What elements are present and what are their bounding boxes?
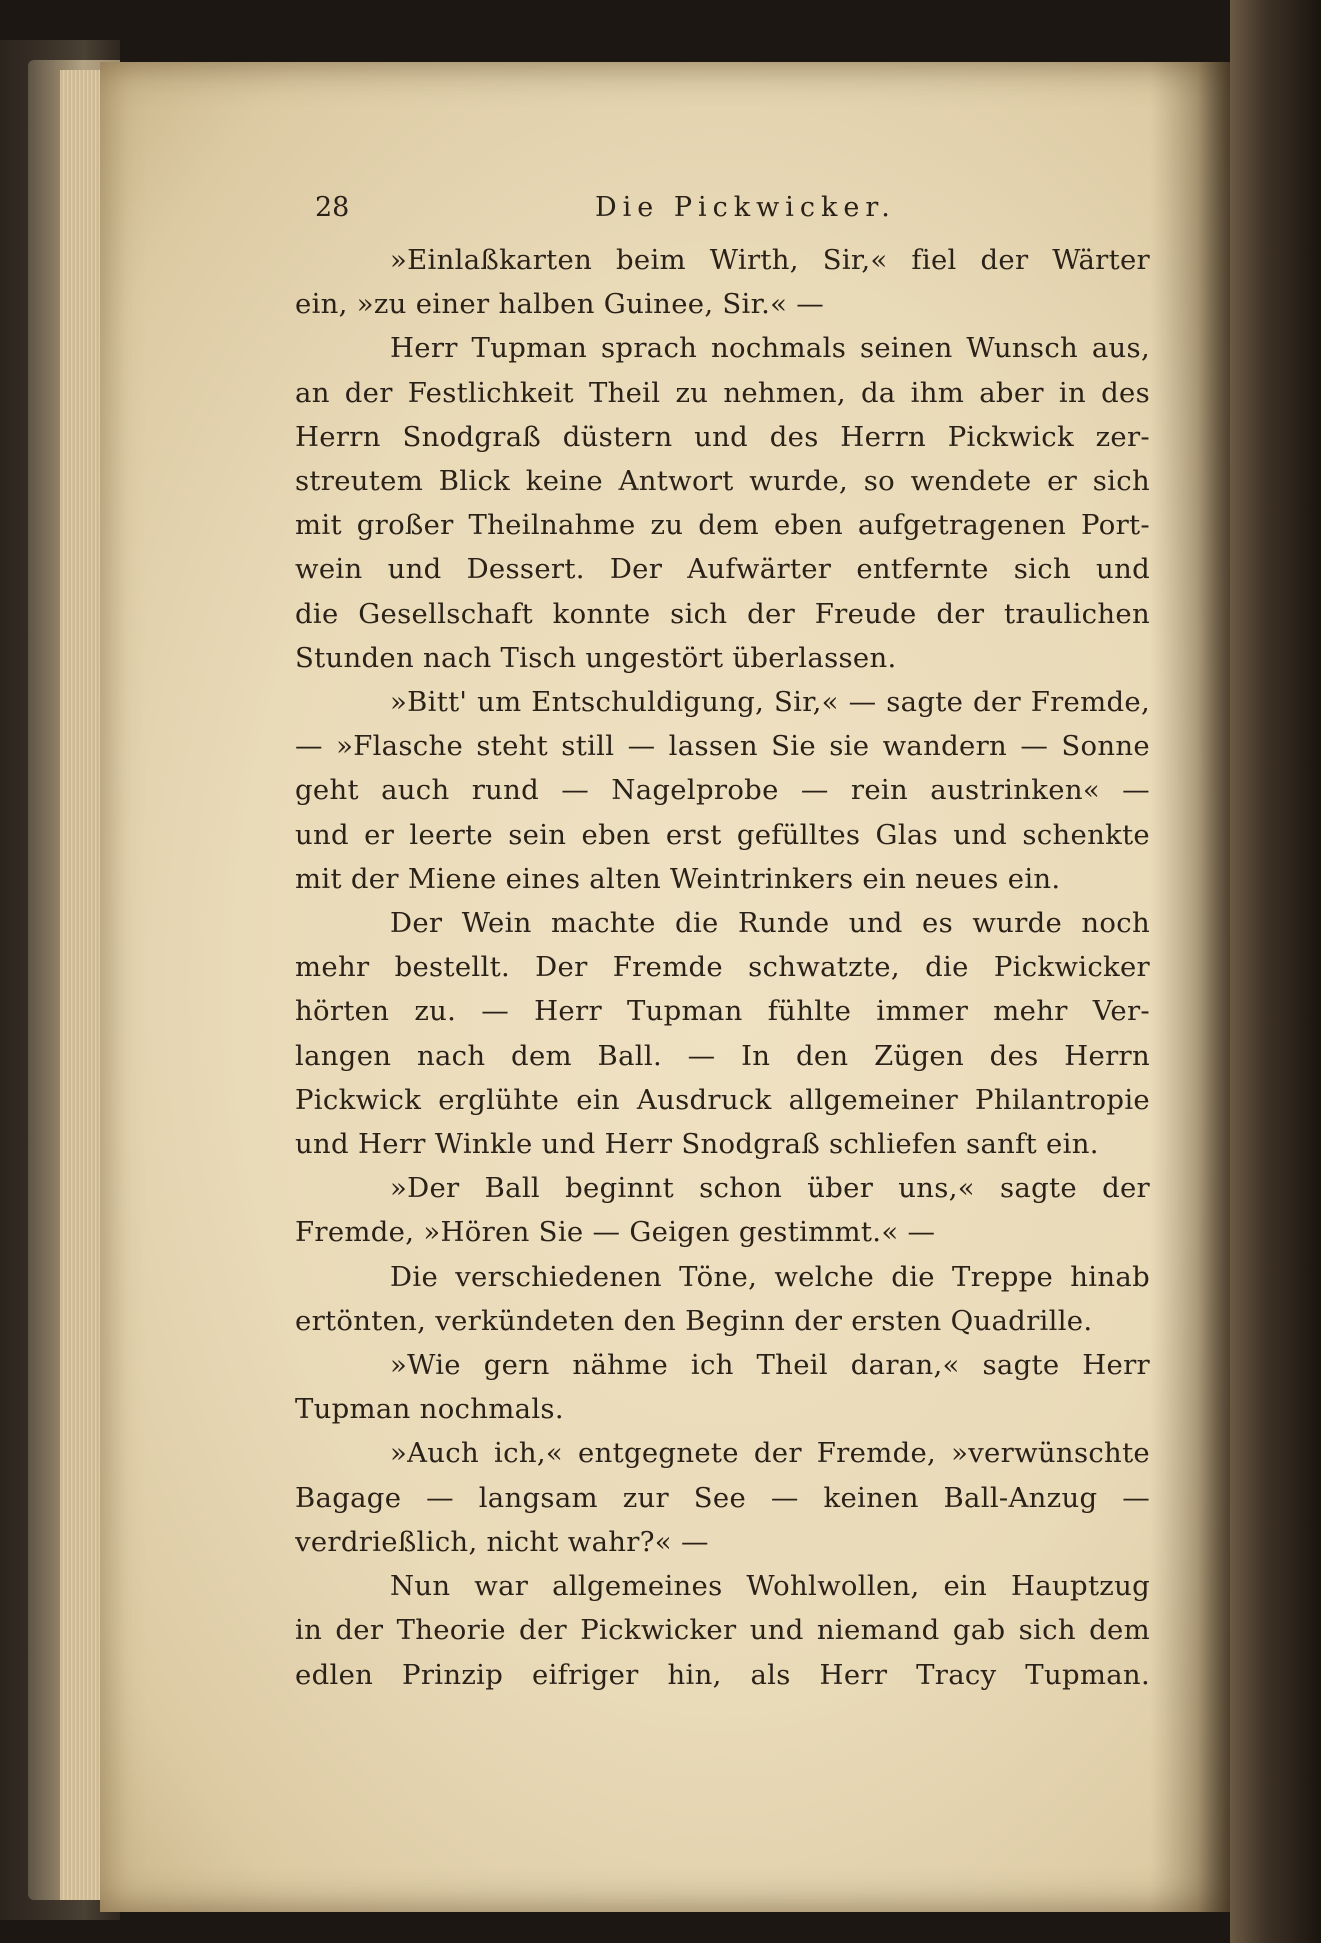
text-line: Bagage — langsam zur See — keinen Ball-Anzug —	[295, 1481, 1150, 1514]
text-line: mehr bestellt. Der Fremde schwatzte, die Pickwicker	[295, 951, 1150, 984]
text-line: und er leerte sein eben erst gefülltes Glas und schenkte	[295, 818, 1150, 851]
text-line: ein, »zu einer halben Guinee, Sir.« —	[295, 288, 825, 321]
text-line: mit großer Theilnahme zu dem eben aufgetragenen Port-	[295, 509, 1150, 542]
text-line: Tupman nochmals.	[295, 1393, 564, 1426]
text-line: verdrießlich, nicht wahr?« —	[295, 1525, 709, 1558]
text-line: Fremde, »Hören Sie — Geigen gestimmt.« —	[295, 1216, 936, 1249]
body-text	[295, 238, 1150, 1697]
text-line: mit der Miene eines alten Weintrinkers ein neues ein.	[295, 862, 1061, 895]
book-spine	[1230, 0, 1321, 1943]
text-line: wein und Dessert. Der Aufwärter entfernte sich und	[295, 553, 1150, 586]
text-line: »Auch ich,« entgegnete der Fremde, »verwünschte	[390, 1437, 1150, 1470]
text-line: ertönten, verkündeten den Beginn der ersten Quadrille.	[295, 1304, 1093, 1337]
text-line: edlen Prinzip eifriger hin, als Herr Tracy Tupman.	[295, 1658, 1150, 1691]
page-number: 28	[315, 192, 350, 223]
text-line: »Der Ball beginnt schon über uns,« sagte der	[390, 1172, 1150, 1205]
text-line: Der Wein machte die Runde und es wurde noch	[390, 907, 1150, 940]
text-line: Pickwick erglühte ein Ausdruck allgemeiner Philantropie	[295, 1083, 1150, 1116]
text-line: — »Flasche steht still — lassen Sie sie wandern — Sonne	[295, 730, 1150, 763]
text-line: Die verschiedenen Töne, welche die Treppe hinab	[390, 1260, 1150, 1293]
text-line: geht auch rund — Nagelprobe — rein austrinken« —	[295, 774, 1150, 807]
text-line: Nun war allgemeines Wohlwollen, ein Hauptzug	[390, 1570, 1150, 1603]
text-line: Herrn Snodgraß düstern und des Herrn Pickwick zer-	[295, 420, 1150, 453]
text-line: an der Festlichkeit Theil zu nehmen, da ihm aber in des	[295, 376, 1150, 409]
text-line: langen nach dem Ball. — In den Zügen des Herrn	[295, 1039, 1150, 1072]
page-gutter-shadow	[1150, 62, 1230, 1912]
text-line: hörten zu. — Herr Tupman fühlte immer mehr Ver-	[295, 995, 1150, 1028]
text-line: und Herr Winkle und Herr Snodgraß schliefen sanft ein.	[295, 1128, 1099, 1161]
running-title: Die Pickwicker.	[595, 192, 896, 223]
text-line: »Wie gern nähme ich Theil daran,« sagte Herr	[390, 1349, 1150, 1382]
page-header	[295, 192, 1150, 238]
text-line: Herr Tupman sprach nochmals seinen Wunsch aus,	[390, 332, 1150, 365]
text-line: Stunden nach Tisch ungestört überlassen.	[295, 641, 897, 674]
text-line: in der Theorie der Pickwicker und niemand gab sich dem	[295, 1614, 1150, 1647]
text-line: »Bitt' um Entschuldigung, Sir,« — sagte der Fremde,	[390, 686, 1150, 719]
text-line: die Gesellschaft konnte sich der Freude der traulichen	[295, 597, 1150, 630]
text-line: streutem Blick keine Antwort wurde, so wendete er sich	[295, 465, 1150, 498]
text-line: »Einlaßkarten beim Wirth, Sir,« fiel der Wärter	[390, 244, 1150, 276]
page-text-block	[295, 192, 1150, 1697]
